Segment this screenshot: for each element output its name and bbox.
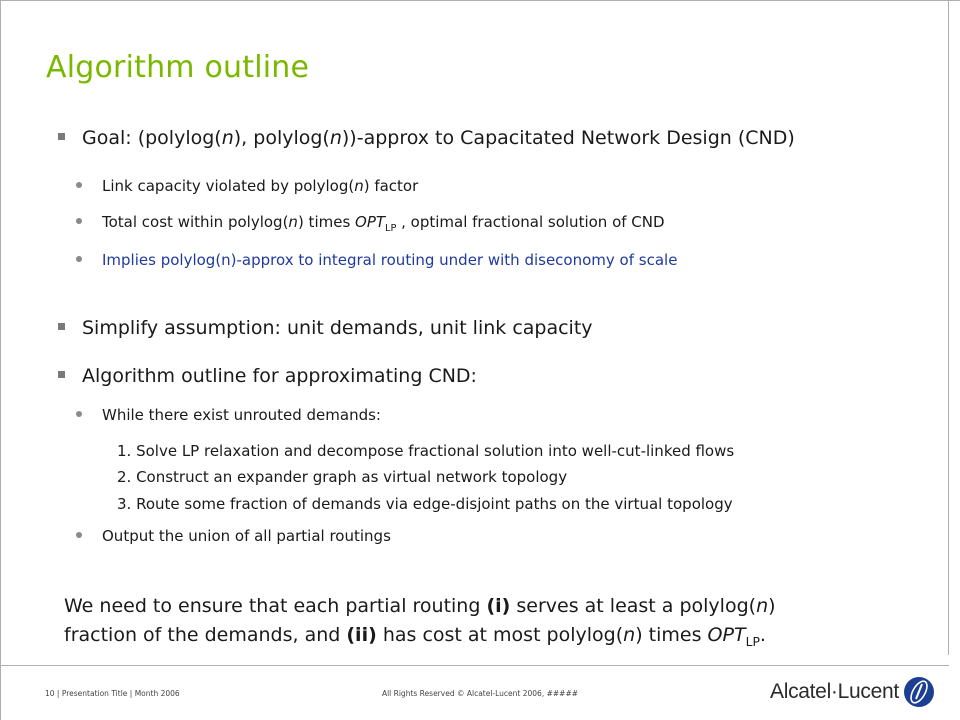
round-bullet-icon [76,532,82,538]
square-bullet-icon [58,371,65,378]
frame-right-line [948,0,949,655]
square-bullet-icon [58,133,65,140]
alcatel-lucent-logo-icon [903,676,935,708]
bullet-goal: Goal: (polylog(n), polylog(n))-approx to Capacitated Network Design (CND) [58,126,795,150]
summary-paragraph [64,592,776,657]
frame-left-line [0,0,1,720]
step-2: 2. Construct an expander graph as virtual network topology [117,468,568,486]
round-bullet-icon [76,411,82,417]
bullet-implies: Implies polylog(n)-approx to integral routing under with diseconomy of scale [76,250,677,270]
bullet-output: Output the union of all partial routings [76,526,391,546]
round-bullet-icon [76,256,82,262]
bullet-link-capacity: Link capacity violated by polylog(n) factor [76,176,418,196]
bullet-outline: Algorithm outline for approximating CND: [58,364,477,388]
square-bullet-icon [58,323,65,330]
bullet-total-cost: Total cost within polylog(n) times $OPT_{LP}$ , optimal fractional solution of CND [76,212,665,239]
bullet-simplify: Simplify assumption: unit demands, unit link capacity [58,316,593,340]
footer-slide-info: 10 | Presentation Title | Month 2006 [45,689,180,698]
frame-top-line [0,0,960,1]
footer-copyright: All Rights Reserved © Alcatel-Lucent 2006, ##### [381,689,579,698]
company-logo-text: Alcatel·Lucent [770,680,899,703]
bullet-while: While there exist unrouted demands: [76,405,381,425]
round-bullet-icon [76,218,82,224]
step-1: 1. Solve LP relaxation and decompose fractional solution into well-cut-linked flows [117,442,735,460]
summary-line-1: We need to ensure that each partial routing (i) serves at least a polylog(n) [64,595,776,617]
summary-line-2: fraction of the demands, and (ii) has cost at most polylog(n) times $OPT_{LP}$. [64,624,766,649]
frame-bottom-line [0,665,949,666]
round-bullet-icon [76,182,82,188]
slide-title: Algorithm outline [46,50,310,85]
step-3: 3. Route some fraction of demands via edge-disjoint paths on the virtual topology [117,495,733,513]
